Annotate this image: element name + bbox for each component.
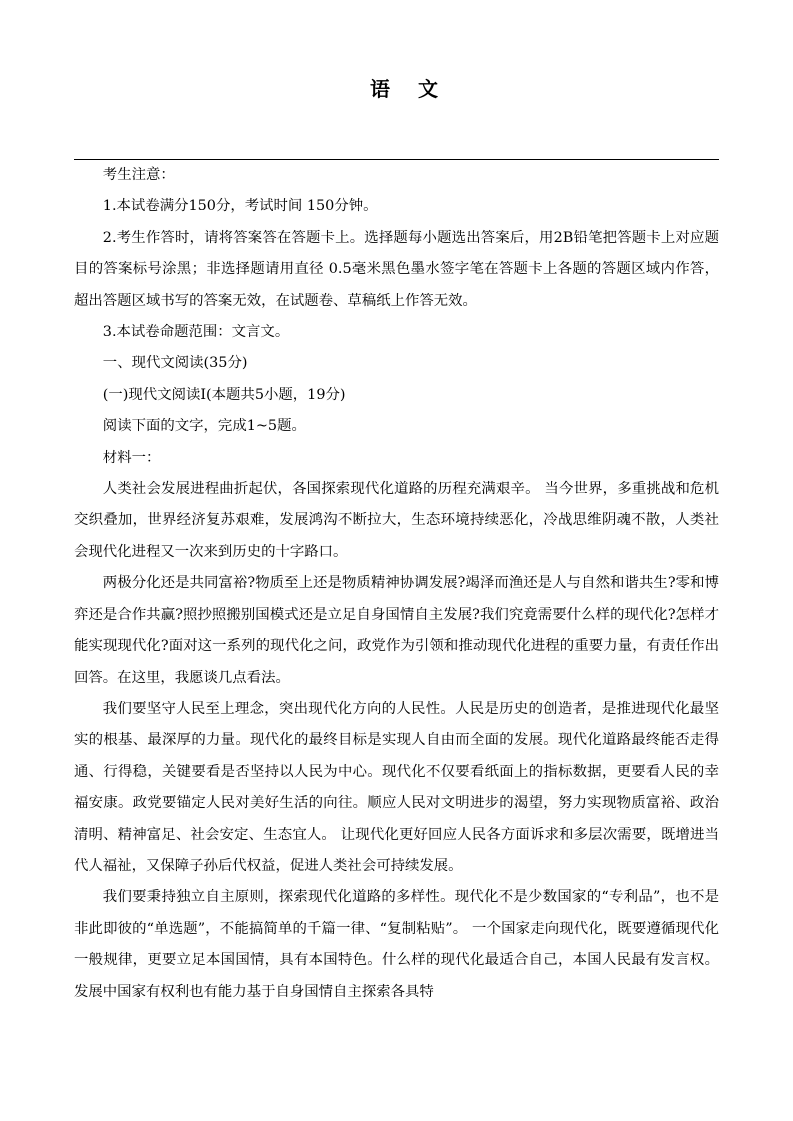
reading-instruction: 阅读下面的文字，完成1~5题。: [102, 418, 306, 435]
notice-heading: 考生注意：: [102, 167, 175, 183]
body-paragraph: 两极分化还是共同富裕?物质至上还是物质精神协调发展?竭泽而渔还是人与自然和谐共生?零和博弈还是合作共赢?照抄照搬别国模式还是立足自身国情自主发展?我们究竟需要什么样的现代化?怎样才能实现现代化?面对这一系列的现代化之问，政党作为引领和推动现代化进程的重要力量，有责任作出回答。在这里，我愿谈几点看法。: [74, 575, 719, 686]
material-label: 材料一：: [102, 449, 161, 466]
notice-item-3: 3.本试卷命题范围：文言文。: [102, 324, 290, 341]
document-body: [74, 160, 719, 1008]
page-title: 语文: [370, 77, 466, 101]
body-paragraph: 人类社会发展进程曲折起伏，各国探索现代化道路的历程充满艰辛。 当今世界，多重挑战和危机交织叠加，世界经济复苏艰难，发展鸿沟不断拉大，生态环境持续恶化，冷战思维阴魂不散，人类社会现代化进程又一次来到历史的十字路口。: [74, 481, 719, 560]
notice-item-1: 1.本试卷满分150分，考试时间 150分钟。: [102, 198, 378, 215]
notice-item-2: 2.考生作答时，请将答案答在答题卡上。选择题每小题选出答案后，用2B铅笔把答题卡上对应题目的答案标号涂黑；非选择题请用直径 0.5毫米黑色墨水签字笔在答题卡上各题的答题区域内作答，超出答题区域书写的答案无效，在试题卷、草稿纸上作答无效。: [74, 229, 719, 309]
body-paragraph: 我们要秉持独立自主原则，探索现代化道路的多样性。现代化不是少数国家的“专利品”，也不是非此即彼的“单选题”，不能搞简单的千篇一律、“复制粘贴”。 一个国家走向现代化，既要遵循现代化一般规律，更要立足本国国情，具有本国特色。什么样的现代化最适合自己，本国人民最有发言权。发展中国家有权利也有能力基于自身国情自主探索各具特: [74, 889, 719, 1000]
body-paragraph: 我们要坚守人民至上理念，突出现代化方向的人民性。人民是历史的创造者，是推进现代化最坚实的根基、最深厚的力量。现代化的最终目标是实现人自由而全面的发展。现代化道路最终能否走得通、行得稳，关键要看是否坚持以人民为中心。现代化不仅要看纸面上的指标数据，更要看人民的幸福安康。政党要锚定人民对美好生活的向往。顺应人民对文明进步的渴望，努力实现物质富裕、政治清明、精神富足、社会安定、生态宜人。 让现代化更好回应人民各方面诉求和多层次需要，既增进当代人福祉，又保障子孙后代权益，促进人类社会可持续发展。: [74, 700, 719, 874]
subsection-heading: (一)现代文阅读Ⅰ(本题共5小题，19分): [102, 386, 346, 403]
section-heading: 一、现代文阅读(35分): [102, 355, 248, 372]
